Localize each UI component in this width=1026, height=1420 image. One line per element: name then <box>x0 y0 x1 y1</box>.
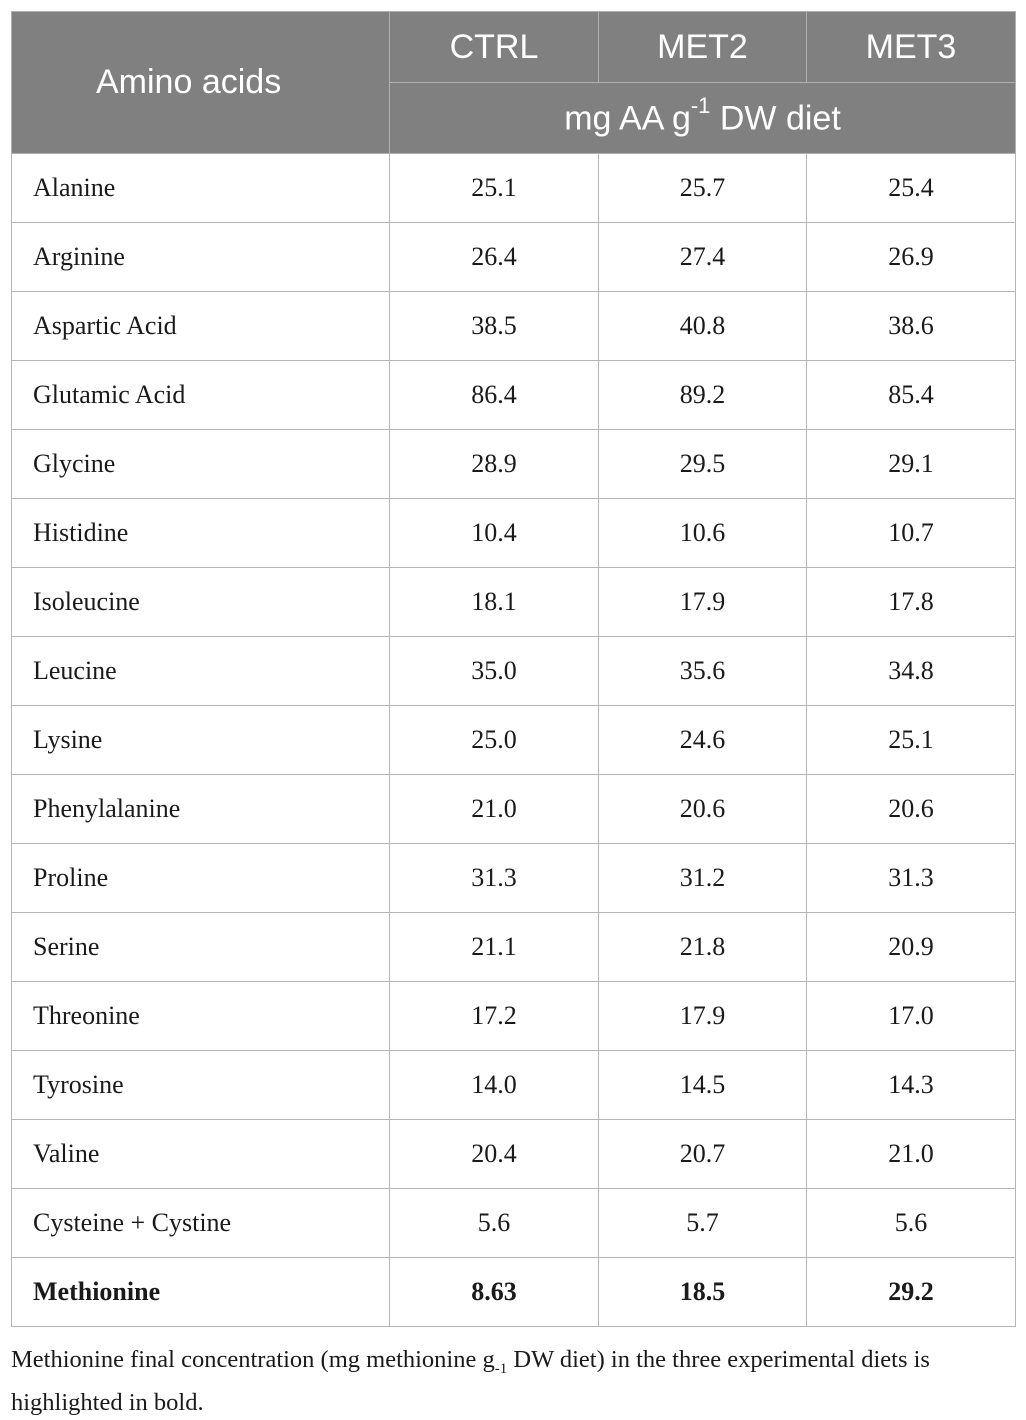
met2-value: 27.4 <box>599 223 807 292</box>
met3-value: 10.7 <box>807 499 1016 568</box>
met3-value: 20.6 <box>807 775 1016 844</box>
amino-acid-name: Cysteine + Cystine <box>12 1189 390 1258</box>
ctrl-value: 17.2 <box>390 982 599 1051</box>
amino-acid-name: Leucine <box>12 637 390 706</box>
met2-value: 14.5 <box>599 1051 807 1120</box>
table-row <box>12 568 1016 637</box>
ctrl-value: 21.0 <box>390 775 599 844</box>
amino-acid-name: Phenylalanine <box>12 775 390 844</box>
table-row <box>12 154 1016 223</box>
amino-acid-name: Glutamic Acid <box>12 361 390 430</box>
header-amino-acids: Amino acids <box>12 12 390 154</box>
amino-acid-name: Tyrosine <box>12 1051 390 1120</box>
table-row <box>12 223 1016 292</box>
ctrl-value: 25.0 <box>390 706 599 775</box>
table-body <box>12 154 1016 1327</box>
met3-value: 21.0 <box>807 1120 1016 1189</box>
met2-value: 20.7 <box>599 1120 807 1189</box>
met2-value: 17.9 <box>599 568 807 637</box>
ctrl-value: 21.1 <box>390 913 599 982</box>
unit-suffix: DW diet <box>710 99 841 138</box>
header-unit <box>390 83 1016 154</box>
footnote-subscript: -1 <box>494 1360 508 1377</box>
unit-prefix: mg AA g <box>564 99 691 138</box>
table-header <box>12 12 1016 154</box>
met2-value: 24.6 <box>599 706 807 775</box>
amino-acid-name: Threonine <box>12 982 390 1051</box>
amino-acid-name: Histidine <box>12 499 390 568</box>
met2-value: 20.6 <box>599 775 807 844</box>
amino-acid-name: Glycine <box>12 430 390 499</box>
header-met3: MET3 <box>807 12 1016 83</box>
amino-acid-name: Methionine <box>12 1258 390 1327</box>
amino-acid-name: Valine <box>12 1120 390 1189</box>
table-row <box>12 499 1016 568</box>
ctrl-value: 35.0 <box>390 637 599 706</box>
met2-value: 31.2 <box>599 844 807 913</box>
met3-value: 5.6 <box>807 1189 1016 1258</box>
amino-acid-name: Proline <box>12 844 390 913</box>
met2-value: 18.5 <box>599 1258 807 1327</box>
amino-acid-name: Isoleucine <box>12 568 390 637</box>
met3-value: 17.8 <box>807 568 1016 637</box>
ctrl-value: 8.63 <box>390 1258 599 1327</box>
amino-acid-name: Alanine <box>12 154 390 223</box>
amino-acid-table <box>11 11 1016 1327</box>
amino-acid-name: Serine <box>12 913 390 982</box>
unit-superscript: -1 <box>690 93 711 119</box>
met3-value: 17.0 <box>807 982 1016 1051</box>
ctrl-value: 86.4 <box>390 361 599 430</box>
ctrl-value: 18.1 <box>390 568 599 637</box>
met2-value: 40.8 <box>599 292 807 361</box>
table-row <box>12 1120 1016 1189</box>
footnote-prefix: Methionine final concentration (mg methionine g <box>11 1346 495 1373</box>
met2-value: 25.7 <box>599 154 807 223</box>
met2-value: 5.7 <box>599 1189 807 1258</box>
met3-value: 26.9 <box>807 223 1016 292</box>
ctrl-value: 14.0 <box>390 1051 599 1120</box>
ctrl-value: 28.9 <box>390 430 599 499</box>
table-row <box>12 913 1016 982</box>
table-footnote <box>11 1343 1021 1420</box>
header-ctrl: CTRL <box>390 12 599 83</box>
met3-value: 20.9 <box>807 913 1016 982</box>
amino-acid-name: Lysine <box>12 706 390 775</box>
table-row <box>12 706 1016 775</box>
ctrl-value: 31.3 <box>390 844 599 913</box>
ctrl-value: 38.5 <box>390 292 599 361</box>
table-row <box>12 292 1016 361</box>
header-row-columns <box>12 12 1016 83</box>
ctrl-value: 10.4 <box>390 499 599 568</box>
table-row <box>12 844 1016 913</box>
met2-value: 29.5 <box>599 430 807 499</box>
met2-value: 21.8 <box>599 913 807 982</box>
ctrl-value: 25.1 <box>390 154 599 223</box>
table-row <box>12 982 1016 1051</box>
ctrl-value: 5.6 <box>390 1189 599 1258</box>
table-row <box>12 361 1016 430</box>
met3-value: 31.3 <box>807 844 1016 913</box>
met3-value: 29.1 <box>807 430 1016 499</box>
amino-acid-name: Arginine <box>12 223 390 292</box>
table-row <box>12 430 1016 499</box>
met3-value: 85.4 <box>807 361 1016 430</box>
met3-value: 25.1 <box>807 706 1016 775</box>
amino-acid-name: Aspartic Acid <box>12 292 390 361</box>
met2-value: 10.6 <box>599 499 807 568</box>
table-row <box>12 1258 1016 1327</box>
ctrl-value: 26.4 <box>390 223 599 292</box>
met3-value: 14.3 <box>807 1051 1016 1120</box>
header-met2: MET2 <box>599 12 807 83</box>
met3-value: 34.8 <box>807 637 1016 706</box>
met3-value: 25.4 <box>807 154 1016 223</box>
table-row <box>12 637 1016 706</box>
table-row <box>12 1051 1016 1120</box>
met3-value: 29.2 <box>807 1258 1016 1327</box>
met2-value: 35.6 <box>599 637 807 706</box>
table-row <box>12 1189 1016 1258</box>
met2-value: 17.9 <box>599 982 807 1051</box>
table-row <box>12 775 1016 844</box>
met2-value: 89.2 <box>599 361 807 430</box>
ctrl-value: 20.4 <box>390 1120 599 1189</box>
met3-value: 38.6 <box>807 292 1016 361</box>
amino-acid-table-container <box>11 11 1015 1327</box>
footnote-suffix: DW diet) in the three experimental diets is highlighted in bold. <box>11 1346 930 1416</box>
